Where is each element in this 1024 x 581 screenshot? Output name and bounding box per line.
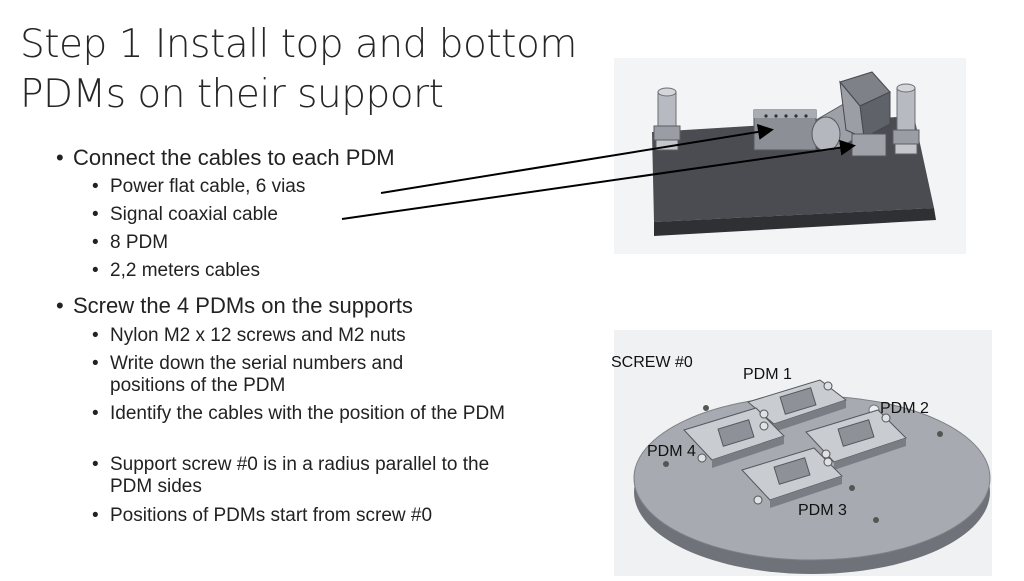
title-line-2: PDMs on their support [20, 72, 444, 117]
bullet-dot: • [56, 145, 64, 170]
pdm-4-label: PDM 4 [647, 443, 696, 460]
sub-bullet-text: Support screw #0 is in a radius parallel to the PDM sides [110, 454, 490, 497]
pdm-3-label: PDM 3 [798, 502, 847, 519]
pdm-2-label: PDM 2 [880, 400, 929, 417]
sub-bullet-text: Positions of PDMs start from screw #0 [110, 505, 433, 526]
bullet-text: Connect the cables to each PDM [73, 145, 395, 170]
arrow-signal-coaxial-cable [342, 146, 852, 219]
bullet-dot: • [92, 204, 99, 225]
bullet-dot: • [92, 176, 99, 197]
sub-bullet-text: 8 PDM [110, 232, 169, 253]
sub-bullet-text: Power flat cable, 6 vias [110, 176, 306, 197]
arrow-power-flat-cable [381, 130, 770, 193]
title-line-1: Step 1 Install top and bottom [20, 22, 577, 67]
bullet-dot: • [92, 232, 99, 253]
sub-bullet-text: Write down the serial numbers and positions of the PDM [110, 353, 404, 396]
sub-bullet-text: Identify the cables with the position of the PDM [110, 403, 505, 424]
pdm-1-label: PDM 1 [743, 366, 792, 383]
sub-bullet-text: Nylon M2 x 12 screws and M2 nuts [110, 325, 406, 346]
bullet-dot: • [92, 505, 99, 526]
bullet-dot: • [92, 454, 99, 475]
sub-bullet-text: Signal coaxial cable [110, 204, 278, 225]
sub-bullet-text: 2,2 meters cables [110, 260, 260, 281]
bullet-dot: • [92, 325, 99, 346]
bullet-text: Screw the 4 PDMs on the supports [73, 293, 413, 318]
bullet-dot: • [92, 353, 99, 374]
screw-0-label: SCREW #0 [611, 354, 693, 371]
bullet-dot: • [56, 293, 64, 318]
bullet-dot: • [92, 260, 99, 281]
bullet-dot: • [92, 403, 99, 424]
